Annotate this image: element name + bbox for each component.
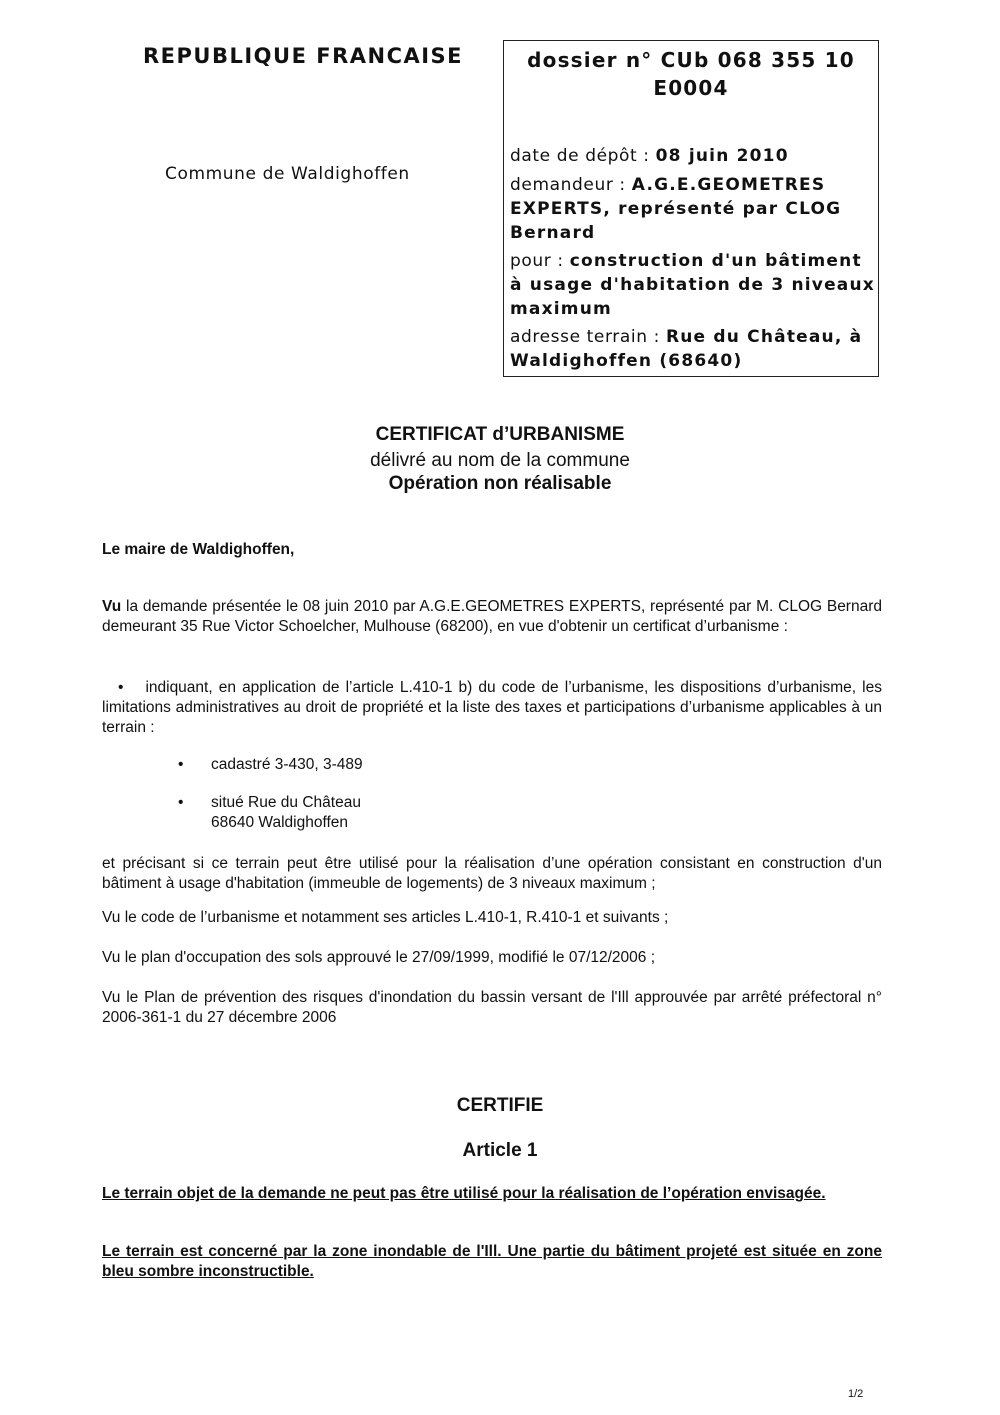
vu-plan-occupation: Vu le plan d'occupation des sols approuvé le 27/09/1999, modifié le 07/12/2006 ;	[102, 949, 656, 966]
demandeur	[510, 173, 875, 245]
bullet-indiquant-text: indiquant, en application de l’article L.410-1 b) du code de l’urbanisme, les dispositions d’urbanisme, les limitations administratives au droit de propriété et la liste des taxes et participations d’urbanisme applicables à un terrain :	[102, 679, 882, 736]
vu-demande-text: la demande présentée le 08 juin 2010 par A.G.E.GEOMETRES EXPERTS, représenté par M. CLOG Bernard demeurant 35 Rue Victor Schoelcher, Mulhouse (68200), en vue d'obtenir un certificat d’urbanisme :	[102, 598, 882, 635]
article-paragraph-1: Le terrain objet de la demande ne peut pas être utilisé pour la réalisation de l’opération envisagée.	[102, 1185, 826, 1202]
bullet-icon: •	[118, 679, 124, 696]
article-paragraph-2: Le terrain est concerné par la zone inondable de l'Ill. Une partie du bâtiment projeté est située en zone bleu sombre inconstructible.	[102, 1243, 882, 1280]
republic-heading: REPUBLIQUE FRANCAISE	[143, 44, 464, 68]
vu-plan-prevention: Vu le Plan de prévention des risques d'inondation du bassin versant de l'Ill approuvée par arrêté préfectoral n° 2006-361-1 du 27 décembre 2006	[102, 989, 882, 1026]
bullet-icon: •	[178, 756, 184, 773]
depot-value: 08 juin 2010	[655, 146, 789, 166]
pour	[510, 249, 875, 321]
article-heading: Article 1	[462, 1140, 538, 1161]
bullet-indiquant	[102, 678, 882, 738]
certifie-heading: CERTIFIE	[456, 1095, 544, 1116]
dossier-number-line: dossier n° CUb 068 355 10	[527, 48, 855, 72]
adresse-terrain	[510, 325, 875, 373]
dossier-suffix: E0004	[653, 76, 729, 100]
operation-status: Opération non réalisable	[388, 473, 612, 494]
bullet-icon: •	[178, 794, 184, 811]
page-number: 1/2	[848, 1388, 864, 1400]
demandeur-value: A.G.E.GEOMETRES EXPERTS, représenté par CLOG Bernard	[510, 175, 842, 243]
maire-line: Le maire de Waldighoffen,	[102, 541, 295, 558]
demandeur-label: demandeur :	[510, 175, 626, 195]
precisant-paragraph: et précisant si ce terrain peut être utilisé pour la réalisation d’une opération consistant en construction d'un bâtiment à usage d'habitation (immeuble de logements) de 3 niveaux maximum ;	[102, 855, 882, 892]
vu-bold: Vu	[102, 598, 122, 615]
depot-label: date de dépôt :	[510, 146, 650, 166]
vu-demande	[102, 597, 882, 637]
commune-name: Commune de Waldighoffen	[165, 164, 410, 184]
pour-value: construction d'un bâtiment à usage d'habitation de 3 niveaux maximum	[510, 251, 875, 319]
certificate-title: CERTIFICAT d’URBANISME	[375, 424, 625, 445]
adresse-value: Rue du Château, à Waldighoffen (68640)	[510, 327, 863, 371]
adresse-label: adresse terrain :	[510, 327, 660, 347]
dossier-number	[503, 46, 879, 102]
depot-date	[510, 144, 875, 168]
certificate-subtitle: délivré au nom de la commune	[370, 450, 630, 471]
sub-bullet-text: cadastré 3-430, 3-489	[211, 756, 363, 773]
pour-label: pour :	[510, 251, 564, 271]
sub-bullet-line: situé Rue du Château	[211, 794, 361, 811]
vu-code-urbanisme: Vu le code de l’urbanisme et notamment ses articles L.410-1, R.410-1 et suivants ;	[102, 909, 669, 926]
sub-bullet-text	[211, 793, 361, 833]
sub-bullet-line: 68640 Waldighoffen	[211, 814, 349, 831]
